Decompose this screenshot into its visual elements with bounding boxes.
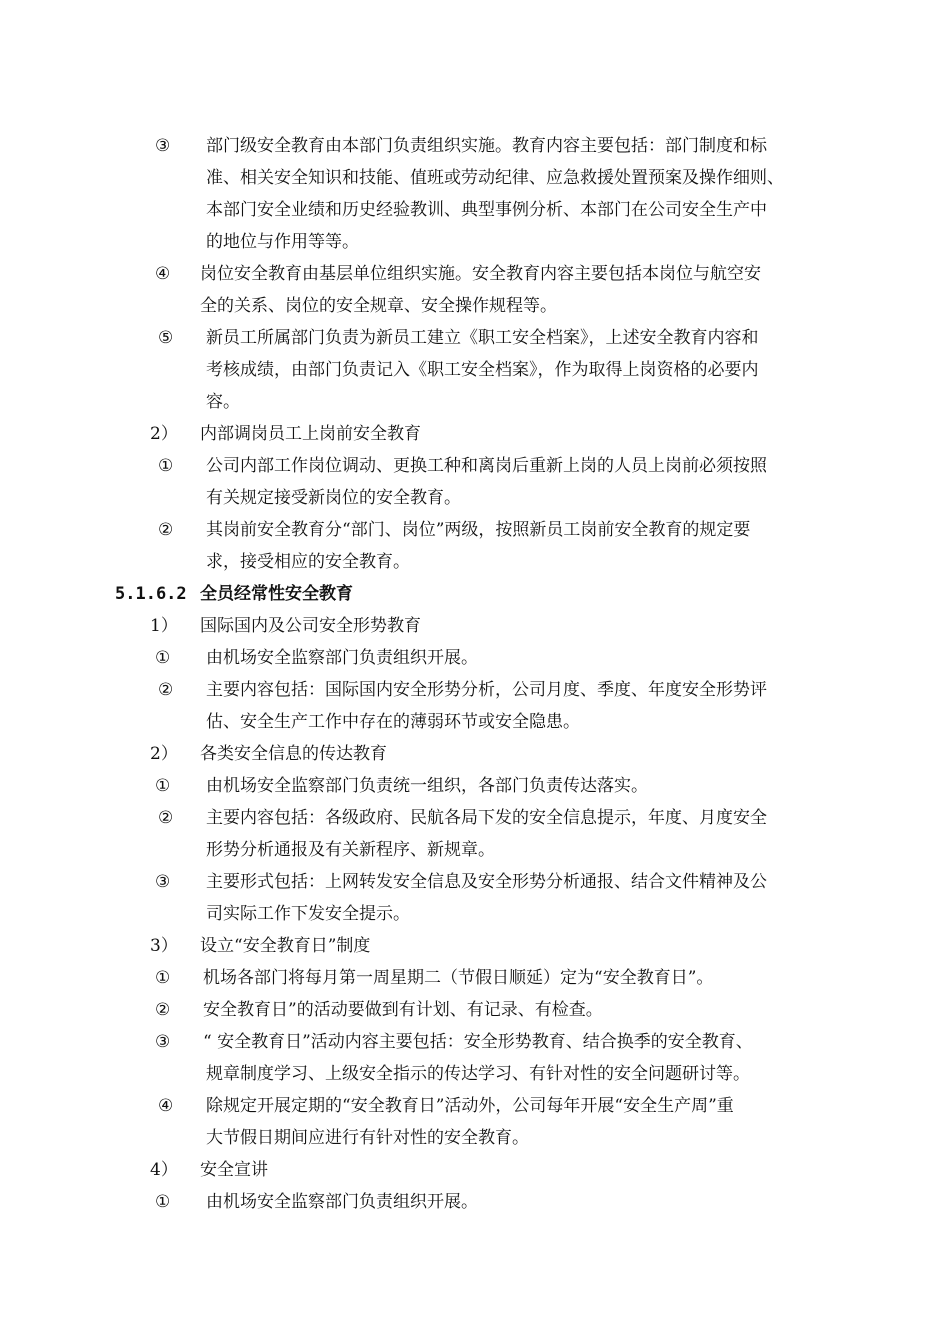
paragraph-line: 有关规定接受新岗位的安全教育。 [206,488,461,508]
list-marker: 1） [150,616,178,636]
list-marker: 2） [150,424,178,444]
section-title: 内部调岗员工上岗前安全教育 [200,424,421,444]
list-marker: ③ [155,872,171,892]
paragraph-line: 由机场安全监察部门负责组织开展。 [206,648,478,668]
section-heading: 全员经常性安全教育 [200,584,353,604]
paragraph-line: 安全教育日”的活动要做到有计划、有记录、有检查。 [203,1000,603,1020]
list-marker: ② [158,808,174,828]
list-marker: ① [155,968,171,988]
list-marker: ③ [155,136,171,156]
list-marker: 3） [150,936,178,956]
paragraph-line: 估、安全生产工作中存在的薄弱环节或安全隐患。 [206,712,580,732]
section-title: 各类安全信息的传达教育 [200,744,387,764]
list-marker: 2） [150,744,178,764]
paragraph-line: 主要内容包括：国际国内安全形势分析，公司月度、季度、年度安全形势评 [206,680,767,700]
section-number: 5.1.6.2 [115,584,187,604]
paragraph-line: 容。 [206,392,240,412]
list-marker: ③ [155,1032,171,1052]
list-marker: ② [155,1000,171,1020]
list-marker: ② [158,680,174,700]
paragraph-line: 主要内容包括：各级政府、民航各局下发的安全信息提示，年度、月度安全 [206,808,767,828]
list-marker: ① [155,648,171,668]
paragraph-line: 考核成绩，由部门负责记入《职工安全档案》，作为取得上岗资格的必要内 [206,360,759,380]
paragraph-line: 全的关系、岗位的安全规章、安全操作规程等。 [200,296,557,316]
paragraph-line: 部门级安全教育由本部门负责组织实施。教育内容主要包括：部门制度和标 [206,136,767,156]
paragraph-line: 岗位安全教育由基层单位组织实施。安全教育内容主要包括本岗位与航空安 [200,264,761,284]
paragraph-line: 新员工所属部门负责为新员工建立《职工安全档案》，上述安全教育内容和 [206,328,759,348]
paragraph-line: 司实际工作下发安全提示。 [206,904,410,924]
paragraph-line: 其岗前安全教育分“部门、岗位”两级，按照新员工岗前安全教育的规定要 [206,520,751,540]
paragraph-line: 大节假日期间应进行有针对性的安全教育。 [206,1128,529,1148]
list-marker: ④ [155,264,171,284]
list-marker: ① [155,1192,171,1212]
paragraph-line: “ 安全教育日”活动内容主要包括：安全形势教育、结合换季的安全教育、 [203,1032,753,1052]
paragraph-line: 形势分析通报及有关新程序、新规章。 [206,840,495,860]
paragraph-line: 准、相关安全知识和技能、值班或劳动纪律、应急救援处置预案及操作细则、 [206,168,784,188]
paragraph-line: 公司内部工作岗位调动、更换工种和离岗后重新上岗的人员上岗前必须按照 [206,456,767,476]
list-marker: ④ [158,1096,174,1116]
paragraph-line: 除规定开展定期的“安全教育日”活动外，公司每年开展“安全生产周”重 [206,1096,734,1116]
list-marker: ① [158,456,174,476]
paragraph-line: 由机场安全监察部门负责组织开展。 [206,1192,478,1212]
list-marker: ① [155,776,171,796]
section-title: 国际国内及公司安全形势教育 [200,616,421,636]
paragraph-line: 由机场安全监察部门负责统一组织，各部门负责传达落实。 [206,776,648,796]
list-marker: ② [158,520,174,540]
section-title: 安全宣讲 [200,1160,268,1180]
paragraph-line: 求，接受相应的安全教育。 [206,552,410,572]
list-marker: ⑤ [158,328,174,348]
paragraph-line: 本部门安全业绩和历史经验教训、典型事例分析、本部门在公司安全生产中 [206,200,767,220]
paragraph-line: 的地位与作用等等。 [206,232,359,252]
section-title: 设立“安全教育日”制度 [200,936,371,956]
paragraph-line: 机场各部门将每月第一周星期二（节假日顺延）定为“安全教育日”。 [203,968,714,988]
paragraph-line: 规章制度学习、上级安全指示的传达学习、有针对性的安全问题研讨等。 [206,1064,750,1084]
paragraph-line: 主要形式包括：上网转发安全信息及安全形势分析通报、结合文件精神及公 [206,872,767,892]
list-marker: 4） [150,1160,178,1180]
